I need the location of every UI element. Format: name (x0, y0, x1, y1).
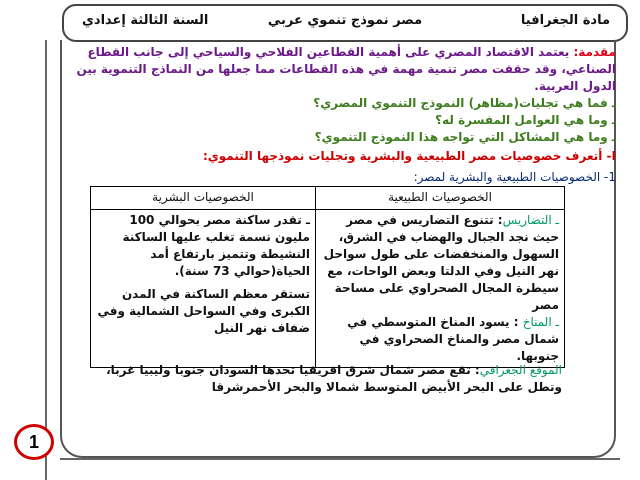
header-banner (62, 4, 628, 42)
location-paragraph (90, 362, 562, 396)
lesson-title: مصر نموذج تنموي عربي (267, 13, 423, 28)
column-header-human: الخصوصيات البشرية (91, 187, 316, 210)
column-header-natural: الخصوصيات الطبيعية (316, 187, 565, 210)
bottom-margin-line (60, 458, 620, 460)
lesson-body (68, 44, 616, 186)
table-row (91, 210, 565, 368)
question-2: ـ وما هي العوامل المفسرة له؟ (435, 113, 616, 127)
question-3: ـ وما هي المشاكل التي تواجه هذا النموذج التنموي؟ (314, 130, 616, 144)
intro-paragraph (68, 44, 616, 95)
section-heading: 1- الخصوصيات الطبيعية والبشرية لمصر: (413, 170, 616, 184)
characteristics-table (90, 186, 565, 368)
human-features-cell (91, 210, 316, 368)
location-text: : تقع مصر شمال شرق افريقيا تحدها السودان جنوبا وليبيا غربا، وتطل على البحر الأبيض المتوسط شمالا والبحر الأحمرشرقا (106, 363, 562, 394)
climate-paragraph (321, 314, 559, 365)
page-number-badge: 1 (14, 424, 54, 460)
subject-label: مادة الجغرافيا (520, 13, 610, 28)
relief-term: ـ التضاريس (502, 213, 559, 227)
natural-features-cell (316, 210, 565, 368)
relief-paragraph (321, 212, 559, 314)
intro-text: يعتمد الاقتصاد المصري على أهمية القطاعين الفلاحي والسياحي إلى جانب القطاع الصناعي، وقد حققت مصر تنمية مهمة في هذه القطاعات مما جعلها من النماذج التنموية بين الدول العربية. (76, 45, 616, 93)
question-1: ـ فما هي تجليات(مظاهر) النموذج التنموي المصري؟ (313, 96, 616, 110)
climate-term: ـ المناخ (522, 315, 559, 329)
objective-text: أتعرف خصوصيات مصر الطبيعية والبشرية وتجليات نموذجها التنموي: (202, 149, 603, 163)
location-term: الموقع الجغرافي (479, 363, 562, 377)
settlement-paragraph: تستقر معظم الساكنة في المدن الكبرى وفي السواحل الشمالية وفي ضفاف نهر النيل (97, 287, 310, 335)
population-paragraph: ـ تقدر ساكنة مصر بحوالي 100 مليون نسمة تغلب عليها الساكنة النشيطة وتتميز بارتفاع أمد الحياة(حوالي 73 سنة). (122, 213, 310, 278)
table-header-row (91, 187, 565, 210)
grade-label: السنة الثالثة إعدادي (82, 13, 209, 28)
relief-text: : تتنوع التضاريس في مصر حيث نجد الجبال والهضاب في الشرق، السهول والمنخفضات على طول سواحل نهر النيل وفي الدلتا وبعض الواحات، مع سيطرة المجال الصحراوي على مساحة مصر (323, 213, 559, 312)
objective-number: I- (606, 149, 616, 163)
learning-objective (68, 148, 616, 165)
intro-label: مقدمة: (573, 45, 616, 59)
climate-text: : يسود المناخ المتوسطي في شمال مصر والمناخ الصحراوي في جنوبها. (347, 315, 559, 363)
left-margin-line (45, 40, 47, 480)
